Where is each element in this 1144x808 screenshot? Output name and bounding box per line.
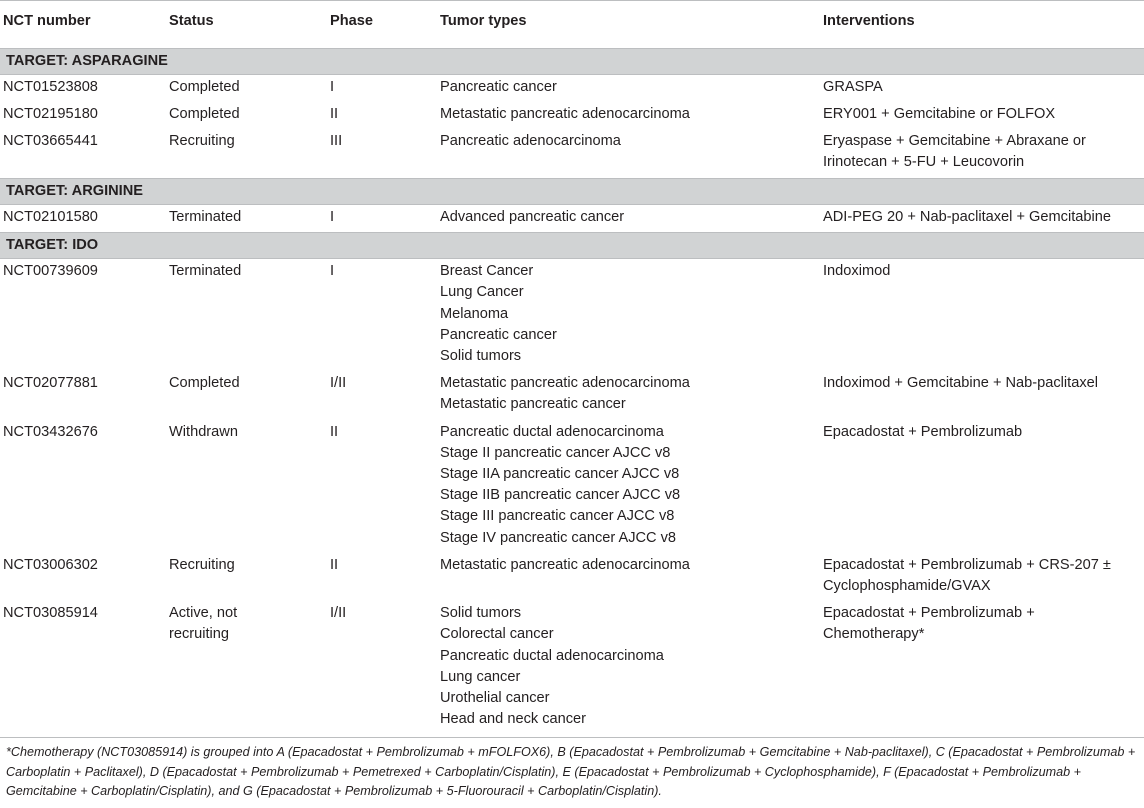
table-header <box>0 0 1144 48</box>
header-tumor-types: Tumor types <box>440 13 527 29</box>
table-row <box>0 420 1144 553</box>
status-line: Terminated <box>169 263 242 280</box>
intervention-line: Epacadostat + Pembrolizumab + CRS-207 ± <box>823 556 1111 573</box>
phase-cell: I <box>330 208 335 225</box>
interventions-cell <box>820 129 1144 178</box>
section-header-row <box>0 232 1144 258</box>
phase-cell: II <box>330 105 339 122</box>
tumor-type-item: Stage IV pancreatic cancer AJCC v8 <box>440 529 677 546</box>
nct-number-cell: NCT00739609 <box>3 263 98 280</box>
status-line: Recruiting <box>169 556 235 573</box>
nct-number-cell: NCT01523808 <box>3 78 98 95</box>
interventions-cell <box>820 259 1144 372</box>
tumor-type-item: Melanoma <box>440 305 509 322</box>
nct-number-cell: NCT02195180 <box>3 105 98 122</box>
status-line: Completed <box>169 105 240 122</box>
tumor-type-item: Urothelial cancer <box>440 689 550 706</box>
tumor-type-item: Stage IIB pancreatic cancer AJCC v8 <box>440 487 681 504</box>
interventions-cell <box>820 371 1144 419</box>
intervention-line: Epacadostat + Pembrolizumab <box>823 423 1023 440</box>
bottom-rule <box>0 737 1144 738</box>
intervention-line: Chemotherapy* <box>823 626 925 643</box>
intervention-line: ADI-PEG 20 + Nab-paclitaxel + Gemcitabine <box>823 208 1111 225</box>
status-cell <box>166 259 327 372</box>
tumor-type-item: Breast Cancer <box>440 263 534 280</box>
tumor-type-item: Pancreatic ductal adenocarcinoma <box>440 423 664 440</box>
phase-cell: I/II <box>330 605 347 622</box>
intervention-line: ERY001 + Gemcitabine or FOLFOX <box>823 105 1056 122</box>
tumor-type-item: Metastatic pancreatic adenocarcinoma <box>440 375 690 392</box>
status-cell <box>166 420 327 553</box>
tumor-type-item: Pancreatic ductal adenocarcinoma <box>440 647 664 664</box>
interventions-cell <box>820 102 1144 129</box>
intervention-line: Eryaspase + Gemcitabine + Abraxane or <box>823 133 1086 150</box>
status-line: Recruiting <box>169 133 235 150</box>
tumor-type-item: Stage IIA pancreatic cancer AJCC v8 <box>440 465 680 482</box>
tumor-types-cell <box>437 259 820 372</box>
tumor-types-cell <box>437 371 820 419</box>
tumor-type-item: Colorectal cancer <box>440 626 554 643</box>
status-cell <box>166 129 327 178</box>
status-cell <box>166 102 327 129</box>
header-nct-number: NCT number <box>3 13 91 29</box>
intervention-line: Irinotecan + 5-FU + Leucovorin <box>823 154 1025 171</box>
tumor-types-cell <box>437 129 820 178</box>
phase-cell: II <box>330 556 339 573</box>
tumor-type-item: Stage II pancreatic cancer AJCC v8 <box>440 444 671 461</box>
status-cell <box>166 74 327 102</box>
tumor-types-cell <box>437 102 820 129</box>
status-cell <box>166 601 327 734</box>
table-row <box>0 601 1144 734</box>
tumor-types-cell <box>437 420 820 553</box>
tumor-type-item: Solid tumors <box>440 605 522 622</box>
interventions-cell <box>820 420 1144 553</box>
table-row <box>0 102 1144 129</box>
section-label: TARGET: ARGININE <box>0 178 1144 204</box>
table-row <box>0 259 1144 372</box>
status-cell <box>166 371 327 419</box>
phase-cell: II <box>330 423 339 440</box>
intervention-line: Indoximod <box>823 263 891 280</box>
intervention-line: Epacadostat + Pembrolizumab + <box>823 605 1035 622</box>
interventions-cell <box>820 553 1144 601</box>
tumor-types-cell <box>437 601 820 734</box>
interventions-cell <box>820 74 1144 102</box>
header-interventions: Interventions <box>823 13 915 29</box>
tumor-type-item: Pancreatic adenocarcinoma <box>440 133 621 150</box>
status-line: Completed <box>169 375 240 392</box>
table-row <box>0 204 1144 232</box>
nct-number-cell: NCT02101580 <box>3 208 98 225</box>
tumor-type-item: Pancreatic cancer <box>440 326 557 343</box>
header-status: Status <box>169 13 214 29</box>
phase-cell: I <box>330 78 335 95</box>
section-header-row <box>0 48 1144 74</box>
tumor-type-item: Lung Cancer <box>440 284 524 301</box>
tumor-types-cell <box>437 204 820 232</box>
phase-cell: I/II <box>330 375 347 392</box>
phase-cell: III <box>330 133 343 150</box>
nct-number-cell: NCT03085914 <box>3 605 98 622</box>
status-line: Withdrawn <box>169 423 238 440</box>
status-line: Active, not <box>169 605 238 622</box>
table-row <box>0 74 1144 102</box>
nct-number-cell: NCT03432676 <box>3 423 98 440</box>
status-cell <box>166 553 327 601</box>
nct-number-cell: NCT03006302 <box>3 556 98 573</box>
interventions-cell <box>820 601 1144 734</box>
status-line: Completed <box>169 78 240 95</box>
header-row <box>0 0 1144 48</box>
nct-number-cell: NCT03665441 <box>3 133 98 150</box>
section-label: TARGET: IDO <box>0 232 1144 258</box>
status-cell <box>166 204 327 232</box>
table-footnote: *Chemotherapy (NCT03085914) is grouped into A (Epacadostat + Pembrolizumab + mFOLFOX6), B (Epacadostat + Pembrolizumab + Gemcitabine + Nab-paclitaxel), C (Epacadostat + Pembrolizumab + Carboplatin + Paclitaxel), D (Epacadostat + Pembrolizumab + Pemetrexed + Carboplatin/Cisplatin), E (Epacadostat + Pembrolizumab + Cyclophosphamide), F (Epacadostat + Pembrolizumab + Gemcitabine + Carboplatin/Cisplatin), and G (Epacadostat + Pembrolizumab + 5-Fluorouracil + Carboplatin/Cisplatin). <box>6 745 1136 798</box>
header-phase: Phase <box>330 13 373 29</box>
tumor-type-item: Metastatic pancreatic cancer <box>440 396 626 413</box>
tumor-type-item: Solid tumors <box>440 347 522 364</box>
tumor-type-item: Lung cancer <box>440 668 521 685</box>
nct-number-cell: NCT02077881 <box>3 375 98 392</box>
tumor-type-item: Advanced pancreatic cancer <box>440 208 625 225</box>
tumor-type-item: Head and neck cancer <box>440 711 587 728</box>
section-header-row <box>0 178 1144 204</box>
tumor-type-item: Pancreatic cancer <box>440 78 557 95</box>
table-row <box>0 553 1144 601</box>
section-label: TARGET: ASPARAGINE <box>0 48 1144 74</box>
table-row <box>0 129 1144 178</box>
tumor-type-item: Metastatic pancreatic adenocarcinoma <box>440 105 690 122</box>
tumor-types-cell <box>437 74 820 102</box>
status-line: Terminated <box>169 208 242 225</box>
table-body <box>0 48 1144 734</box>
tumor-types-cell <box>437 553 820 601</box>
tumor-type-item: Stage III pancreatic cancer AJCC v8 <box>440 508 675 525</box>
intervention-line: Cyclophosphamide/GVAX <box>823 577 991 594</box>
intervention-line: Indoximod + Gemcitabine + Nab-paclitaxel <box>823 375 1098 392</box>
tumor-type-item: Metastatic pancreatic adenocarcinoma <box>440 556 690 573</box>
interventions-cell <box>820 204 1144 232</box>
intervention-line: GRASPA <box>823 78 883 95</box>
status-line: recruiting <box>169 626 230 643</box>
table-row <box>0 371 1144 419</box>
phase-cell: I <box>330 263 335 280</box>
